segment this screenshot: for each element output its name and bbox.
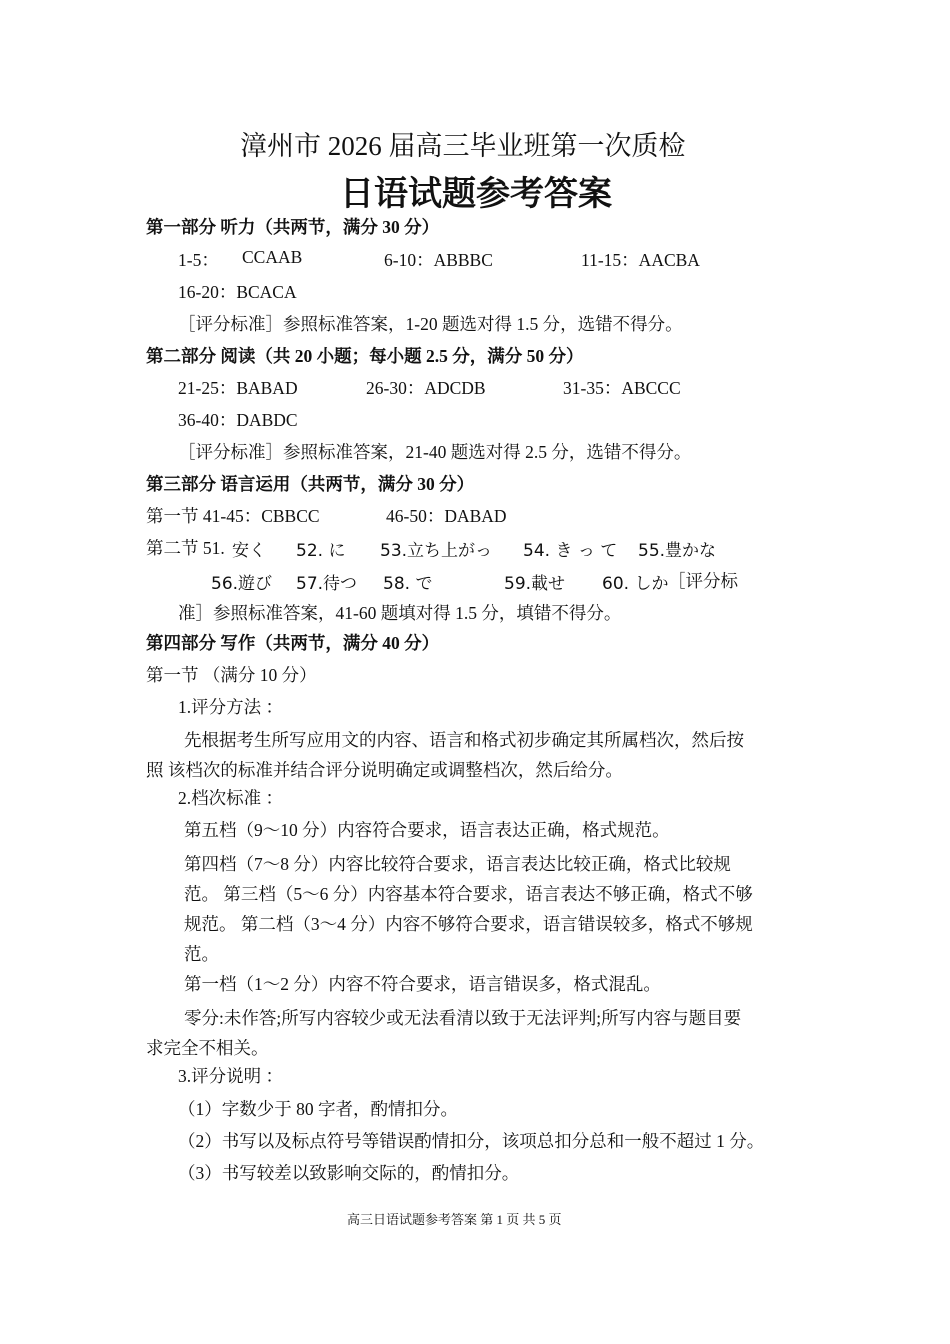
page-footer: 高三日语试题参考答案 第 1 页 共 5 页 (347, 1212, 562, 1227)
note-item: （3）书写较差以致影响交际的，酌情扣分。 (178, 1163, 520, 1183)
part1-criteria: ［评分标准］参照标准答案，1-20 题选对得 1.5 分，选错不得分。 (178, 314, 683, 334)
part3-heading: 第三部分 语言运用（共两节，满分 30 分） (146, 474, 475, 494)
part3-section2-answer: 53.立ち上がっ (380, 541, 493, 561)
part1-heading: 第一部分 听力（共两节，满分 30 分） (146, 217, 440, 237)
part1-answer: 16-20：BCACA (178, 282, 297, 302)
part2-answer: 36-40：DABDC (178, 410, 298, 430)
part1-answer: 6-10：ABBBC (384, 250, 493, 270)
part3-section2-answer: 56.遊び (211, 574, 273, 594)
page-subtitle: 日语试题参考答案 (340, 176, 612, 213)
part3-section2-answer: 52. に (296, 541, 346, 561)
part3-section2-answer: 59.載せ (504, 574, 566, 594)
part3-section2-answer: 60. しか (602, 574, 669, 594)
notes-title: 3.评分说明 ： (178, 1066, 283, 1086)
level-text: 范。 第三档（5～6 分）内容基本符合要求，语言表达不够正确，格式不够 (184, 884, 753, 904)
part3-section2-answer: 57.待つ (296, 574, 358, 594)
part3-criteria: ［评分标 (668, 571, 738, 591)
level-text: 第一档（1～2 分）内容不符合要求，语言错误多，格式混乱。 (184, 974, 661, 994)
method-text: 先根据考生所写应用文的内容、语言和格式初步确定其所属档次，然后按 (184, 730, 744, 750)
level-text: 第四档（7～8 分）内容比较符合要求，语言表达比较正确，格式比较规 (184, 854, 731, 874)
part1-answer-label: 1-5： (178, 250, 219, 270)
part3-section2-answer: 安く (232, 541, 266, 561)
note-item: （1）字数少于 80 字者，酌情扣分。 (178, 1099, 458, 1119)
note-item: （2）书写以及标点符号等错误酌情扣分，该项总扣分总和一般不超过 1 分。 (178, 1131, 765, 1151)
page-title: 漳州市 2026 届高三毕业班第一次质检 (240, 131, 686, 161)
part1-answer: CCAAB (242, 247, 303, 267)
part2-heading: 第二部分 阅读（共 20 小题；每小题 2.5 分，满分 50 分） (146, 346, 584, 366)
part3-section1-answer: 第一节 41-45：CBBCC (146, 506, 320, 526)
level-text: 范。 (184, 944, 219, 964)
method-title: 1.评分方法 ： (178, 697, 283, 717)
zero-score-text: 零分:未作答;所写内容较少或无法看清以致于无法评判;所写内容与题目要 (184, 1008, 742, 1028)
part3-section2-answer: 55.豊かな (638, 541, 717, 561)
part2-answer: 31-35：ABCCC (563, 378, 681, 398)
zero-score-text: 求完全不相关。 (146, 1038, 269, 1058)
part4-section1: 第一节 （满分 10 分） (146, 665, 317, 685)
part3-criteria: 准］参照标准答案，41-60 题填对得 1.5 分，填错不得分。 (178, 603, 622, 623)
method-text: 照 该档次的标准并结合评分说明确定或调整档次，然后给分。 (146, 760, 623, 780)
part3-section1-answer: 46-50：DABAD (386, 506, 507, 526)
part2-answer: 21-25：BABAD (178, 378, 298, 398)
part2-answer: 26-30：ADCDB (366, 378, 486, 398)
part1-answer: 11-15：AACBA (581, 250, 700, 270)
part3-section2-label: 第二节 51. (146, 538, 225, 558)
part3-section2-answer: 54. き っ て (523, 541, 618, 561)
part4-heading: 第四部分 写作（共两节，满分 40 分） (146, 633, 440, 653)
level-text: 第五档（9～10 分）内容符合要求，语言表达正确，格式规范。 (184, 820, 670, 840)
part3-section2-answer: 58. で (383, 574, 433, 594)
levels-title: 2.档次标准 ： (178, 788, 283, 808)
level-text: 规范。 第二档（3～4 分）内容不够符合要求，语言错误较多，格式不够规 (184, 914, 753, 934)
part2-criteria: ［评分标准］参照标准答案，21-40 题选对得 2.5 分，选错不得分。 (178, 442, 692, 462)
